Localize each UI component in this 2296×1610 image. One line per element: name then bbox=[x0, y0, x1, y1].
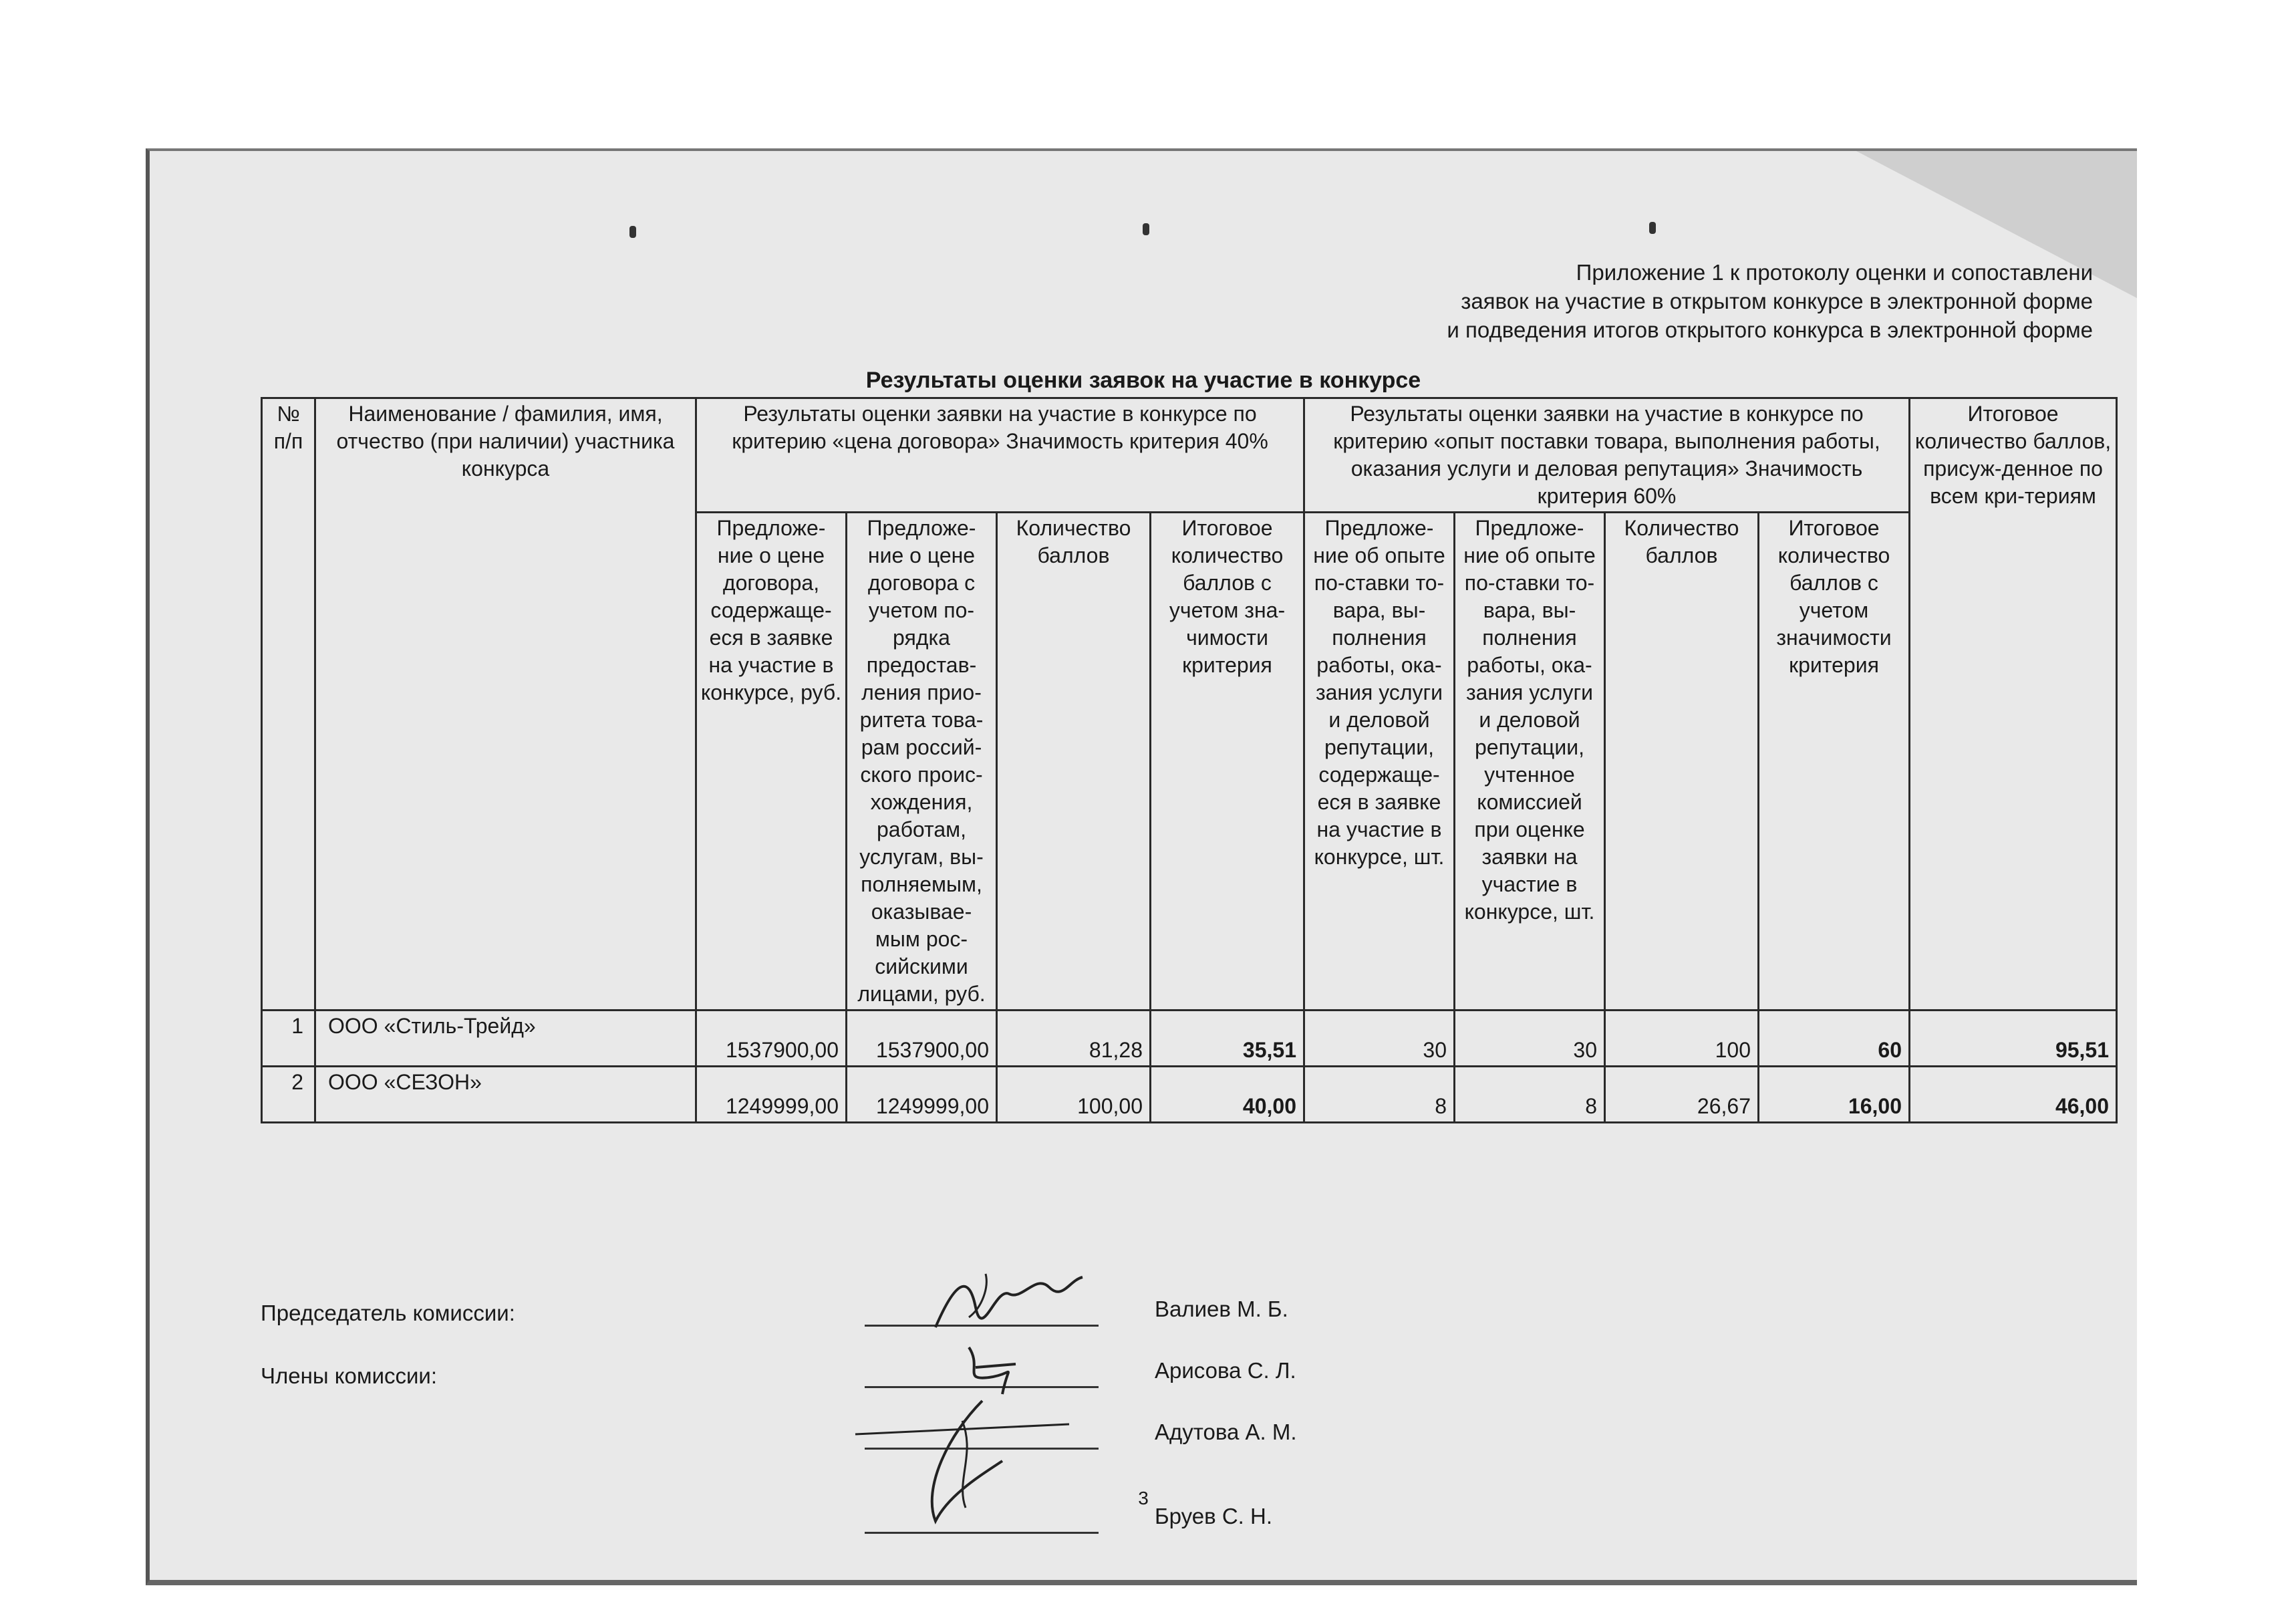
price-points-cell: 100,00 bbox=[997, 1067, 1151, 1123]
header-price-points: Количество баллов bbox=[997, 513, 1151, 1011]
header-participant: Наименование / фамилия, имя, отчество (при наличии) участника конкурса bbox=[315, 398, 696, 1011]
header-experience-weighted: Итоговое количество баллов с учетом значимости критерия bbox=[1759, 513, 1910, 1011]
appendix-note bbox=[1157, 258, 2093, 344]
header-total-score: Итоговое количество баллов, присуж-денное по всем кри-териям bbox=[1910, 398, 2117, 1011]
commission-member-name: Арисова С. Л. bbox=[1155, 1358, 1296, 1383]
participant-name: ООО «Стиль-Трейд» bbox=[315, 1011, 696, 1067]
total-score-cell: 95,51 bbox=[1910, 1011, 2117, 1067]
table-title: Результаты оценки заявок на участие в конкурсе bbox=[865, 368, 1421, 393]
price-points-cell: 81,28 bbox=[997, 1011, 1151, 1067]
table-row bbox=[262, 1011, 2117, 1067]
punch-mark bbox=[1143, 223, 1149, 235]
commission-member-name: Валиев М. Б. bbox=[1155, 1297, 1288, 1321]
members-label: Члены комиссии: bbox=[261, 1363, 438, 1388]
appendix-line: заявок на участие в открытом конкурсе в электронной форме bbox=[1461, 289, 2093, 313]
header-number: № п/п bbox=[262, 398, 315, 1011]
signature-line bbox=[865, 1532, 1099, 1534]
punch-mark bbox=[629, 226, 636, 238]
appendix-line: и подведения итогов открытого конкурса в электронной форме bbox=[1447, 317, 2093, 342]
header-price-criterion: Результаты оценки заявки на участие в конкурсе по критерию «цена договора» Значимость критерия 40% bbox=[696, 398, 1304, 513]
punch-mark bbox=[1649, 222, 1656, 234]
appendix-line: Приложение 1 к протоколу оценки и сопоставлени bbox=[1576, 260, 2093, 285]
row-number: 2 bbox=[262, 1067, 315, 1123]
signature-scribble bbox=[929, 1267, 1089, 1334]
header-experience-points: Количество баллов bbox=[1605, 513, 1759, 1011]
price-weighted-cell: 35,51 bbox=[1151, 1011, 1304, 1067]
header-price-offer: Предложе-ние о цене договора, содержаще-еся в заявке на участие в конкурсе, руб. bbox=[696, 513, 847, 1011]
price-priority-cell: 1249999,00 bbox=[847, 1067, 997, 1123]
experience-offer-cell: 8 bbox=[1304, 1067, 1455, 1123]
experience-accepted-cell: 8 bbox=[1455, 1067, 1605, 1123]
row-number: 1 bbox=[262, 1011, 315, 1067]
signature-scribble bbox=[956, 1341, 1036, 1401]
commission-signatures bbox=[261, 1287, 1597, 1568]
total-score-cell: 46,00 bbox=[1910, 1067, 2117, 1123]
price-priority-cell: 1537900,00 bbox=[847, 1011, 997, 1067]
commission-member-name: Бруев С. Н. bbox=[1155, 1504, 1272, 1528]
table-row bbox=[262, 1067, 2117, 1123]
experience-weighted-cell: 60 bbox=[1759, 1011, 1910, 1067]
price-weighted-cell: 40,00 bbox=[1151, 1067, 1304, 1123]
header-price-priority: Предложе-ние о цене договора с учетом по-рядка предостав-ления прио-ритета това-рам россий-ского проис-хождения, работам, услугам, вы-полняемым, оказывае-мым рос-сийскими лицами, руб. bbox=[847, 513, 997, 1011]
page-number: 3 bbox=[1138, 1488, 1149, 1508]
header-experience-criterion: Результаты оценки заявки на участие в конкурсе по критерию «опыт поставки товара, выполнения работы, оказания услуги и деловая репутация» Значимость критерия 60% bbox=[1304, 398, 1910, 513]
scanned-page bbox=[146, 148, 2137, 1585]
results-table bbox=[261, 397, 2118, 1123]
header-experience-accepted: Предложе-ние об опыте по-ставки то-вара, вы-полнения работы, ока-зания услуги и деловой репутации, учтенное комиссией при оценке заявки на участие в конкурсе, шт. bbox=[1455, 513, 1605, 1011]
experience-points-cell: 100 bbox=[1605, 1011, 1759, 1067]
experience-accepted-cell: 30 bbox=[1455, 1011, 1605, 1067]
price-offer-cell: 1537900,00 bbox=[696, 1011, 847, 1067]
commission-member-name: Адутова А. М. bbox=[1155, 1420, 1297, 1444]
experience-weighted-cell: 16,00 bbox=[1759, 1067, 1910, 1123]
experience-offer-cell: 30 bbox=[1304, 1011, 1455, 1067]
header-price-weighted: Итоговое количество баллов с учетом зна-чимости критерия bbox=[1151, 513, 1304, 1011]
header-experience-offer: Предложе-ние об опыте по-ставки то-вара, вы-полнения работы, ока-зания услуги и деловой репутации, содержаще-еся в заявке на участие в конкурсе, шт. bbox=[1304, 513, 1455, 1011]
participant-name: ООО «СЕЗОН» bbox=[315, 1067, 696, 1123]
experience-points-cell: 26,67 bbox=[1605, 1067, 1759, 1123]
price-offer-cell: 1249999,00 bbox=[696, 1067, 847, 1123]
chair-label: Председатель комиссии: bbox=[261, 1301, 515, 1325]
